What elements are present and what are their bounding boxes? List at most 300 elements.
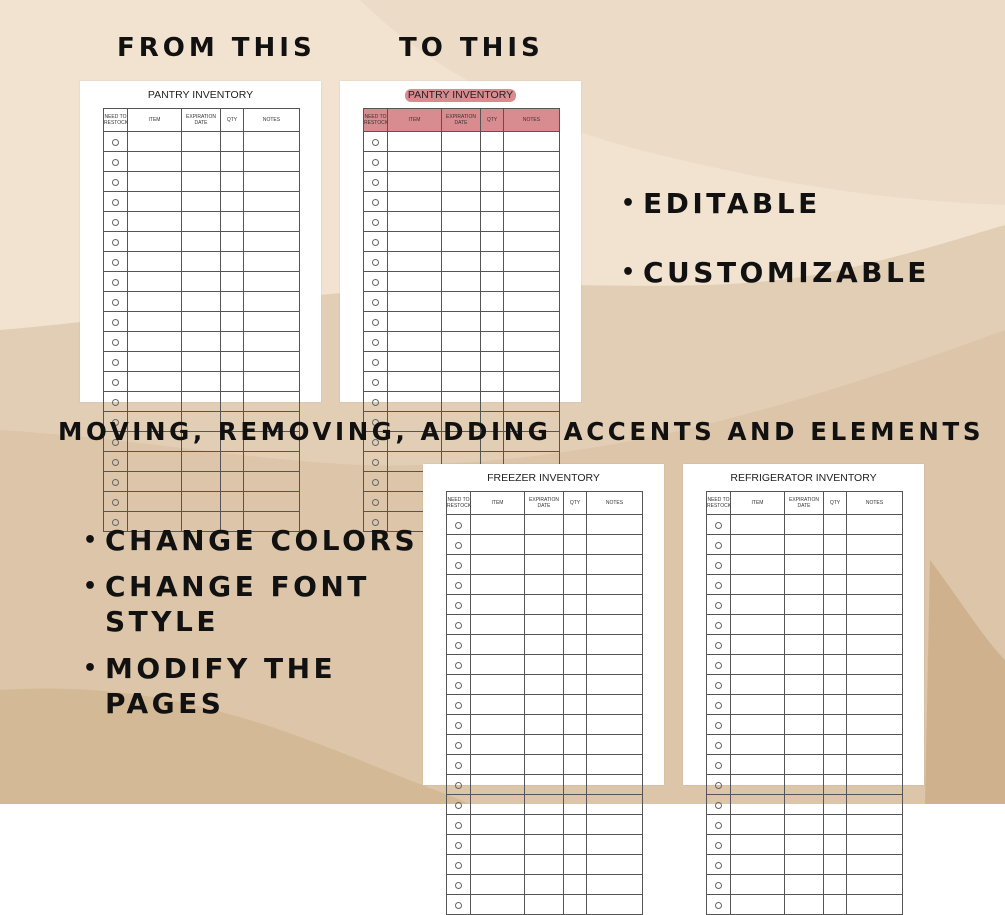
table-row xyxy=(364,392,560,412)
restock-cell xyxy=(104,472,128,492)
table-cell xyxy=(785,655,824,675)
table-row xyxy=(104,152,300,172)
table-cell xyxy=(504,192,560,212)
restock-checkbox-circle xyxy=(715,902,722,909)
table-cell xyxy=(388,152,442,172)
table-cell xyxy=(847,695,903,715)
table-row xyxy=(707,575,903,595)
table-cell xyxy=(221,492,244,512)
restock-checkbox-circle xyxy=(455,522,462,529)
table-cell xyxy=(504,132,560,152)
table-cell xyxy=(731,775,785,795)
table-row xyxy=(707,695,903,715)
restock-checkbox-circle xyxy=(715,722,722,729)
restock-checkbox-circle xyxy=(112,479,119,486)
restock-checkbox-circle xyxy=(112,179,119,186)
table-cell xyxy=(587,895,643,915)
table-row xyxy=(707,735,903,755)
restock-cell xyxy=(447,775,471,795)
table-cell xyxy=(471,855,525,875)
table-row xyxy=(104,212,300,232)
table-cell xyxy=(182,352,221,372)
table-cell xyxy=(847,895,903,915)
restock-checkbox-circle xyxy=(715,662,722,669)
table-cell xyxy=(128,272,182,292)
table-cell xyxy=(785,515,824,535)
table-cell xyxy=(481,332,504,352)
column-header: NEED TO RESTOCK xyxy=(707,492,731,515)
table-cell xyxy=(824,515,847,535)
restock-checkbox-circle xyxy=(372,379,379,386)
table-cell xyxy=(442,292,481,312)
table-cell xyxy=(824,795,847,815)
table-row xyxy=(447,515,643,535)
table-cell xyxy=(244,192,300,212)
restock-checkbox-circle xyxy=(455,802,462,809)
table-cell xyxy=(182,292,221,312)
table-cell xyxy=(731,735,785,755)
table-cell xyxy=(221,472,244,492)
table-cell xyxy=(824,595,847,615)
table-cell xyxy=(564,595,587,615)
table-cell xyxy=(504,332,560,352)
refrigerator-page xyxy=(683,464,924,785)
restock-checkbox-circle xyxy=(112,339,119,346)
table-cell xyxy=(504,312,560,332)
table-cell xyxy=(564,555,587,575)
table-cell xyxy=(504,372,560,392)
table-cell xyxy=(587,815,643,835)
table-cell xyxy=(525,735,564,755)
table-cell xyxy=(525,635,564,655)
table-cell xyxy=(128,352,182,372)
feature-item xyxy=(83,651,337,721)
table-cell xyxy=(785,755,824,775)
restock-cell xyxy=(447,895,471,915)
restock-checkbox-circle xyxy=(112,159,119,166)
restock-cell xyxy=(707,595,731,615)
table-cell xyxy=(824,635,847,655)
restock-checkbox-circle xyxy=(455,742,462,749)
restock-cell xyxy=(707,875,731,895)
table-cell xyxy=(471,835,525,855)
table-cell xyxy=(221,292,244,312)
table-cell xyxy=(128,472,182,492)
column-header: EXPIRATION DATE xyxy=(182,109,221,132)
table-cell xyxy=(221,152,244,172)
table-cell xyxy=(244,452,300,472)
restock-checkbox-circle xyxy=(112,239,119,246)
table-row xyxy=(707,895,903,915)
table-cell xyxy=(221,172,244,192)
table-cell xyxy=(847,635,903,655)
restock-cell xyxy=(104,292,128,312)
restock-cell xyxy=(364,292,388,312)
table-cell xyxy=(244,172,300,192)
table-row xyxy=(447,875,643,895)
table-cell xyxy=(388,372,442,392)
restock-cell xyxy=(364,152,388,172)
bullet-dot: • xyxy=(83,656,101,681)
table-header-row xyxy=(104,109,300,132)
table-cell xyxy=(182,212,221,232)
page-title-text: FREEZER INVENTORY xyxy=(487,472,600,484)
table-cell xyxy=(564,615,587,635)
table-row xyxy=(104,492,300,512)
table-cell xyxy=(824,875,847,895)
table-cell xyxy=(587,675,643,695)
table-cell xyxy=(785,675,824,695)
restock-cell xyxy=(104,232,128,252)
restock-checkbox-circle xyxy=(372,299,379,306)
table-row xyxy=(104,172,300,192)
restock-checkbox-circle xyxy=(715,782,722,789)
table-row xyxy=(707,855,903,875)
table-cell xyxy=(587,655,643,675)
restock-cell xyxy=(447,655,471,675)
table-cell xyxy=(564,795,587,815)
table-row xyxy=(104,372,300,392)
table-cell xyxy=(785,855,824,875)
restock-cell xyxy=(364,492,388,512)
table-cell xyxy=(847,775,903,795)
table-cell xyxy=(824,815,847,835)
restock-checkbox-circle xyxy=(372,159,379,166)
table-cell xyxy=(244,232,300,252)
table-cell xyxy=(847,515,903,535)
table-row xyxy=(447,775,643,795)
restock-checkbox-circle xyxy=(455,682,462,689)
restock-checkbox-circle xyxy=(715,522,722,529)
restock-cell xyxy=(447,575,471,595)
page-title xyxy=(80,89,321,102)
feature-text: STYLE xyxy=(105,605,220,638)
table-cell xyxy=(221,352,244,372)
column-header: NOTES xyxy=(847,492,903,515)
restock-cell xyxy=(104,192,128,212)
table-cell xyxy=(128,232,182,252)
table-cell xyxy=(471,515,525,535)
table-cell xyxy=(824,575,847,595)
restock-checkbox-circle xyxy=(715,842,722,849)
table-cell xyxy=(244,152,300,172)
table-cell xyxy=(564,515,587,535)
table-cell xyxy=(587,515,643,535)
table-cell xyxy=(847,855,903,875)
restock-cell xyxy=(364,472,388,492)
table-cell xyxy=(471,595,525,615)
restock-checkbox-circle xyxy=(372,339,379,346)
table-cell xyxy=(388,292,442,312)
table-cell xyxy=(388,232,442,252)
table-cell xyxy=(244,252,300,272)
table-cell xyxy=(182,152,221,172)
restock-checkbox-circle xyxy=(455,862,462,869)
table-cell xyxy=(731,515,785,535)
restock-checkbox-circle xyxy=(372,259,379,266)
restock-cell xyxy=(364,232,388,252)
table-cell xyxy=(525,555,564,575)
table-cell xyxy=(182,232,221,252)
table-cell xyxy=(847,795,903,815)
feature-text: CUSTOMIZABLE xyxy=(643,256,930,289)
table-cell xyxy=(221,372,244,392)
table-cell xyxy=(525,675,564,695)
page-title xyxy=(423,472,664,485)
table-cell xyxy=(731,855,785,875)
restock-cell xyxy=(707,575,731,595)
table-cell xyxy=(244,372,300,392)
table-cell xyxy=(525,535,564,555)
table-cell xyxy=(221,232,244,252)
table-cell xyxy=(442,252,481,272)
table-cell xyxy=(388,332,442,352)
column-header: NOTES xyxy=(587,492,643,515)
table-cell xyxy=(471,735,525,755)
table-cell xyxy=(481,352,504,372)
restock-cell xyxy=(104,352,128,372)
restock-checkbox-circle xyxy=(455,662,462,669)
table-cell xyxy=(731,695,785,715)
restock-cell xyxy=(104,132,128,152)
table-cell xyxy=(182,252,221,272)
table-row xyxy=(707,835,903,855)
table-cell xyxy=(442,392,481,412)
table-row xyxy=(447,855,643,875)
restock-checkbox-circle xyxy=(372,139,379,146)
restock-checkbox-circle xyxy=(455,782,462,789)
table-cell xyxy=(785,575,824,595)
restock-checkbox-circle xyxy=(372,279,379,286)
restock-cell xyxy=(707,535,731,555)
table-row xyxy=(104,272,300,292)
table-cell xyxy=(564,715,587,735)
table-cell xyxy=(128,132,182,152)
table-cell xyxy=(442,272,481,292)
restock-cell xyxy=(707,675,731,695)
table-cell xyxy=(128,332,182,352)
column-header: EXPIRATION DATE xyxy=(442,109,481,132)
table-cell xyxy=(847,675,903,695)
table-cell xyxy=(564,855,587,875)
restock-cell xyxy=(707,555,731,575)
table-cell xyxy=(587,695,643,715)
table-row xyxy=(364,292,560,312)
table-cell xyxy=(128,172,182,192)
table-cell xyxy=(525,615,564,635)
table-cell xyxy=(442,332,481,352)
table-cell xyxy=(587,555,643,575)
restock-cell xyxy=(707,755,731,775)
table-row xyxy=(364,212,560,232)
column-header: ITEM xyxy=(731,492,785,515)
table-cell xyxy=(442,132,481,152)
restock-cell xyxy=(364,352,388,372)
table-cell xyxy=(587,615,643,635)
table-cell xyxy=(785,895,824,915)
table-cell xyxy=(221,192,244,212)
restock-cell xyxy=(364,312,388,332)
heading-from-this: FROM THIS xyxy=(117,33,316,63)
table-row xyxy=(364,312,560,332)
feature-text: PAGES xyxy=(105,687,225,720)
table-cell xyxy=(785,715,824,735)
feature-item xyxy=(621,255,930,290)
bullet-dot: • xyxy=(83,528,101,553)
table-cell xyxy=(388,352,442,372)
restock-cell xyxy=(364,172,388,192)
table-cell xyxy=(731,635,785,655)
table-row xyxy=(104,192,300,212)
column-header: ITEM xyxy=(471,492,525,515)
table-row xyxy=(707,515,903,535)
feature-item xyxy=(621,186,821,221)
table-cell xyxy=(182,312,221,332)
restock-cell xyxy=(447,515,471,535)
table-cell xyxy=(824,695,847,715)
table-cell xyxy=(847,575,903,595)
restock-checkbox-circle xyxy=(715,742,722,749)
table-row xyxy=(707,535,903,555)
table-cell xyxy=(481,252,504,272)
restock-cell xyxy=(447,595,471,615)
table-row xyxy=(707,755,903,775)
table-cell xyxy=(847,655,903,675)
restock-cell xyxy=(707,655,731,675)
restock-checkbox-circle xyxy=(455,762,462,769)
restock-checkbox-circle xyxy=(715,762,722,769)
table-cell xyxy=(564,895,587,915)
table-cell xyxy=(182,172,221,192)
table-cell xyxy=(785,535,824,555)
restock-cell xyxy=(447,875,471,895)
restock-checkbox-circle xyxy=(715,582,722,589)
table-row xyxy=(447,675,643,695)
table-row xyxy=(707,775,903,795)
table-cell xyxy=(244,132,300,152)
restock-cell xyxy=(447,535,471,555)
restock-checkbox-circle xyxy=(455,602,462,609)
restock-checkbox-circle xyxy=(455,722,462,729)
restock-cell xyxy=(104,452,128,472)
restock-checkbox-circle xyxy=(715,682,722,689)
table-cell xyxy=(525,575,564,595)
table-cell xyxy=(785,835,824,855)
table-cell xyxy=(731,815,785,835)
restock-checkbox-circle xyxy=(455,622,462,629)
table-cell xyxy=(564,875,587,895)
table-cell xyxy=(221,392,244,412)
table-row xyxy=(104,392,300,412)
restock-cell xyxy=(104,252,128,272)
table-cell xyxy=(587,795,643,815)
table-cell xyxy=(481,372,504,392)
restock-checkbox-circle xyxy=(715,802,722,809)
table-cell xyxy=(731,615,785,635)
table-row xyxy=(364,172,560,192)
restock-checkbox-circle xyxy=(455,702,462,709)
table-row xyxy=(447,895,643,915)
table-cell xyxy=(504,212,560,232)
table-cell xyxy=(182,452,221,472)
table-row xyxy=(104,452,300,472)
table-cell xyxy=(785,595,824,615)
table-cell xyxy=(388,272,442,292)
table-cell xyxy=(785,615,824,635)
table-cell xyxy=(824,775,847,795)
table-row xyxy=(104,352,300,372)
table-cell xyxy=(564,755,587,775)
restock-checkbox-circle xyxy=(715,702,722,709)
table-cell xyxy=(128,312,182,332)
restock-checkbox-circle xyxy=(372,359,379,366)
column-header: EXPIRATION DATE xyxy=(785,492,824,515)
page-title xyxy=(683,472,924,485)
restock-checkbox-circle xyxy=(112,139,119,146)
restock-checkbox-circle xyxy=(112,279,119,286)
table-cell xyxy=(564,535,587,555)
table-cell xyxy=(731,715,785,735)
table-cell xyxy=(471,775,525,795)
column-header: EXPIRATION DATE xyxy=(525,492,564,515)
restock-cell xyxy=(447,855,471,875)
table-row xyxy=(104,312,300,332)
inventory-table xyxy=(706,491,903,915)
restock-checkbox-circle xyxy=(372,319,379,326)
restock-cell xyxy=(104,172,128,192)
table-cell xyxy=(564,635,587,655)
table-cell xyxy=(587,575,643,595)
table-cell xyxy=(471,615,525,635)
table-row xyxy=(364,272,560,292)
table-cell xyxy=(128,212,182,232)
table-cell xyxy=(244,492,300,512)
table-cell xyxy=(471,755,525,775)
table-cell xyxy=(471,675,525,695)
restock-cell xyxy=(707,855,731,875)
page-title-text: REFRIGERATOR INVENTORY xyxy=(730,472,877,484)
table-cell xyxy=(128,372,182,392)
table-cell xyxy=(824,715,847,735)
table-row xyxy=(447,655,643,675)
table-cell xyxy=(824,655,847,675)
restock-cell xyxy=(364,452,388,472)
restock-checkbox-circle xyxy=(715,822,722,829)
table-cell xyxy=(847,875,903,895)
table-cell xyxy=(847,715,903,735)
table-row xyxy=(104,132,300,152)
table-cell xyxy=(471,875,525,895)
feature-text: EDITABLE xyxy=(643,187,821,220)
table-cell xyxy=(785,815,824,835)
restock-cell xyxy=(707,795,731,815)
table-cell xyxy=(564,835,587,855)
table-cell xyxy=(587,595,643,615)
restock-cell xyxy=(104,392,128,412)
table-cell xyxy=(128,452,182,472)
table-cell xyxy=(221,312,244,332)
table-row xyxy=(447,795,643,815)
table-cell xyxy=(564,655,587,675)
table-cell xyxy=(182,392,221,412)
table-cell xyxy=(525,855,564,875)
restock-cell xyxy=(104,372,128,392)
table-row xyxy=(364,372,560,392)
table-cell xyxy=(824,675,847,695)
restock-checkbox-circle xyxy=(112,499,119,506)
table-cell xyxy=(847,755,903,775)
table-cell xyxy=(388,192,442,212)
